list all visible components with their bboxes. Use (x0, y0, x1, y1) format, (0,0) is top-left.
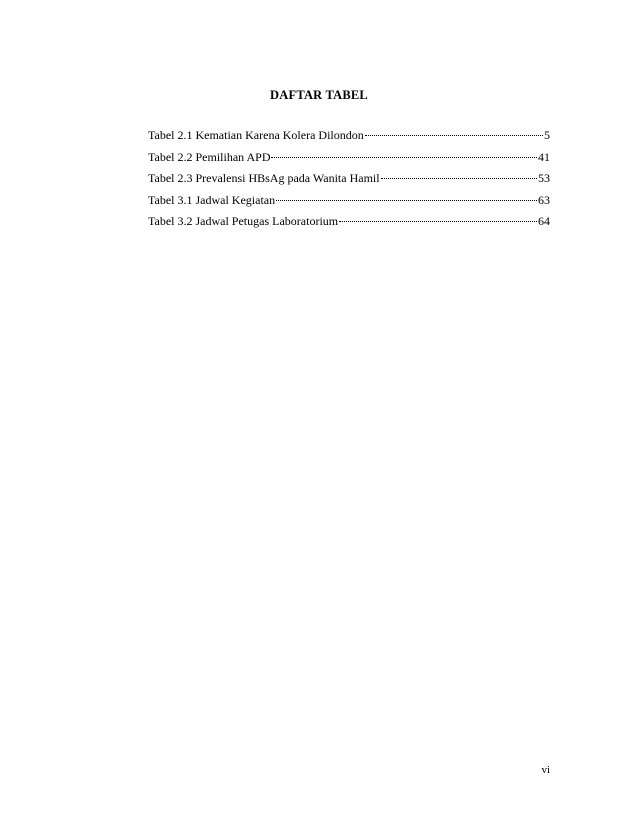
toc-entry-label: Tabel 2.1 Kematian Karena Kolera Dilondon (148, 128, 364, 142)
toc-entry-label: Tabel 2.2 Pemilihan APD (148, 149, 271, 164)
dot-leader (365, 135, 543, 136)
toc-entry-label: Tabel 2.3 Prevalensi HBsAg pada Wanita Hamil (148, 171, 380, 185)
dot-leader (381, 178, 537, 179)
toc-entry (148, 150, 550, 172)
toc-entry-label: Tabel 3.2 Jadwal Petugas Laboratorium (148, 214, 339, 228)
table-of-tables (148, 128, 550, 236)
toc-entry-page: 63 (538, 192, 550, 207)
dot-leader (276, 200, 537, 201)
toc-entry-label: Tabel 3.1 Jadwal Kegiatan (148, 192, 276, 207)
page-number: vi (541, 764, 550, 776)
toc-entry-page: 53 (538, 171, 550, 185)
toc-entry (148, 193, 550, 215)
toc-entry-page: 5 (544, 128, 550, 142)
dot-leader (339, 221, 537, 222)
toc-entry (148, 171, 550, 193)
page-title: DAFTAR TABEL (270, 88, 368, 102)
toc-entry (148, 214, 550, 236)
dot-leader (271, 157, 537, 158)
toc-entry (148, 128, 550, 150)
toc-entry-page: 64 (538, 214, 550, 228)
toc-entry-page: 41 (538, 149, 550, 164)
